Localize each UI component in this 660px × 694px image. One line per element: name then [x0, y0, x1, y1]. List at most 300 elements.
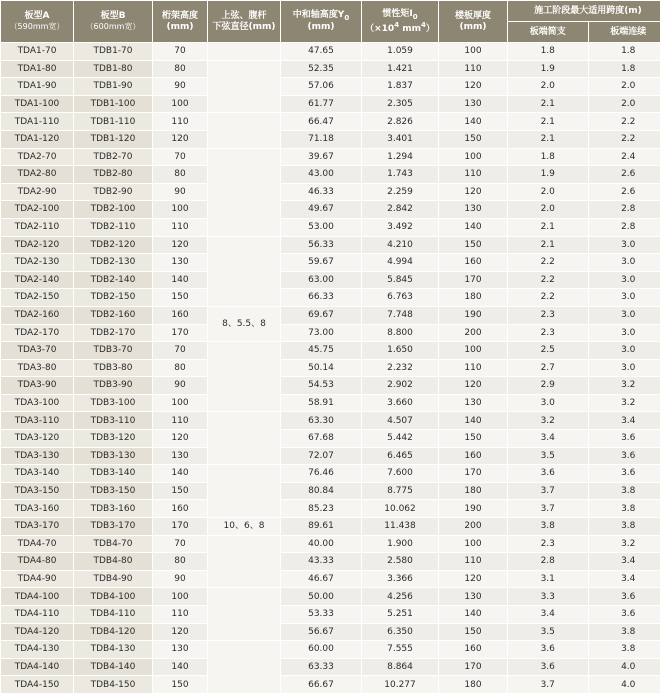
cell-slab-thickness: 170 — [439, 465, 508, 483]
table-row — [1, 183, 660, 201]
cell-slab-thickness: 140 — [439, 606, 508, 624]
cell-span-continuous: 3.8 — [588, 500, 660, 518]
cell-model-a: TDA3-110 — [1, 412, 74, 430]
cell-slab-thickness: 140 — [439, 218, 508, 236]
cell-moment-inertia: 7.748 — [362, 306, 439, 324]
cell-span-continuous: 3.2 — [588, 535, 660, 553]
table-row — [1, 535, 660, 553]
cell-span-continuous: 1.8 — [588, 43, 660, 61]
cell-truss-height: 80 — [153, 166, 208, 184]
cell-span-simple: 3.7 — [508, 500, 589, 518]
cell-span-continuous: 3.0 — [588, 236, 660, 254]
cell-neutral-axis: 54.53 — [281, 377, 362, 395]
cell-moment-inertia: 6.465 — [362, 447, 439, 465]
cell-neutral-axis: 52.35 — [281, 60, 362, 78]
cell-neutral-axis: 72.07 — [281, 447, 362, 465]
cell-slab-thickness: 130 — [439, 95, 508, 113]
cell-slab-thickness: 150 — [439, 130, 508, 148]
cell-model-a: TDA2-100 — [1, 201, 74, 219]
cell-model-a: TDA3-80 — [1, 359, 74, 377]
cell-model-b: TDB2-150 — [74, 289, 153, 307]
cell-span-simple: 2.3 — [508, 535, 589, 553]
cell-neutral-axis: 61.77 — [281, 95, 362, 113]
cell-model-b: TDB3-80 — [74, 359, 153, 377]
cell-model-a: TDA4-110 — [1, 606, 74, 624]
cell-model-a: TDA2-130 — [1, 254, 74, 272]
cell-span-simple: 2.2 — [508, 271, 589, 289]
cell-model-a: TDA3-70 — [1, 342, 74, 360]
th-span-continuous: 板端连续 — [588, 22, 660, 43]
cell-model-a: TDA4-80 — [1, 553, 74, 571]
cell-truss-height: 170 — [153, 324, 208, 342]
cell-neutral-axis: 56.67 — [281, 623, 362, 641]
cell-span-continuous: 3.8 — [588, 518, 660, 536]
cell-model-b: TDB1-80 — [74, 60, 153, 78]
cell-span-continuous: 3.4 — [588, 570, 660, 588]
cell-moment-inertia: 1.837 — [362, 78, 439, 96]
cell-slab-thickness: 150 — [439, 623, 508, 641]
cell-moment-inertia: 1.900 — [362, 535, 439, 553]
cell-model-a: TDA1-100 — [1, 95, 74, 113]
cell-span-simple: 2.1 — [508, 113, 589, 131]
cell-rebar-diameter — [208, 641, 281, 694]
cell-model-b: TDB3-90 — [74, 377, 153, 395]
cell-span-simple: 2.1 — [508, 218, 589, 236]
cell-neutral-axis: 73.00 — [281, 324, 362, 342]
cell-span-continuous: 2.8 — [588, 201, 660, 219]
cell-slab-thickness: 180 — [439, 676, 508, 694]
cell-slab-thickness: 110 — [439, 60, 508, 78]
cell-truss-height: 150 — [153, 482, 208, 500]
cell-moment-inertia: 3.401 — [362, 130, 439, 148]
cell-rebar-diameter — [208, 60, 281, 113]
cell-model-a: TDA2-120 — [1, 236, 74, 254]
cell-truss-height: 140 — [153, 271, 208, 289]
cell-span-continuous: 4.0 — [588, 658, 660, 676]
cell-span-simple: 3.8 — [508, 518, 589, 536]
cell-moment-inertia: 8.864 — [362, 658, 439, 676]
cell-span-simple: 3.4 — [508, 606, 589, 624]
cell-model-b: TDB4-120 — [74, 623, 153, 641]
table-row — [1, 95, 660, 113]
cell-neutral-axis: 63.33 — [281, 658, 362, 676]
cell-moment-inertia: 4.210 — [362, 236, 439, 254]
table-row — [1, 553, 660, 571]
cell-span-continuous: 3.0 — [588, 324, 660, 342]
cell-span-continuous: 2.0 — [588, 95, 660, 113]
cell-truss-height: 130 — [153, 447, 208, 465]
cell-slab-thickness: 140 — [439, 113, 508, 131]
cell-truss-height: 110 — [153, 218, 208, 236]
cell-slab-thickness: 100 — [439, 148, 508, 166]
cell-neutral-axis: 46.33 — [281, 183, 362, 201]
cell-span-continuous: 2.6 — [588, 183, 660, 201]
cell-span-continuous: 4.0 — [588, 676, 660, 694]
cell-model-a: TDA1-80 — [1, 60, 74, 78]
table-row — [1, 201, 660, 219]
cell-neutral-axis: 63.00 — [281, 271, 362, 289]
table-row — [1, 218, 660, 236]
table-row — [1, 465, 660, 483]
cell-span-simple: 2.9 — [508, 377, 589, 395]
cell-model-b: TDB4-110 — [74, 606, 153, 624]
cell-moment-inertia: 4.994 — [362, 254, 439, 272]
cell-span-continuous: 2.0 — [588, 78, 660, 96]
cell-model-a: TDA3-120 — [1, 430, 74, 448]
cell-model-a: TDA3-130 — [1, 447, 74, 465]
cell-model-b: TDB2-120 — [74, 236, 153, 254]
cell-truss-height: 120 — [153, 623, 208, 641]
cell-slab-thickness: 190 — [439, 306, 508, 324]
cell-model-b: TDB2-70 — [74, 148, 153, 166]
table-row — [1, 78, 660, 96]
cell-span-continuous: 3.0 — [588, 359, 660, 377]
cell-model-b: TDB2-90 — [74, 183, 153, 201]
table-row — [1, 606, 660, 624]
th-model-a: 板型A （590mm宽） — [1, 1, 74, 43]
cell-model-a: TDA2-150 — [1, 289, 74, 307]
cell-slab-thickness: 120 — [439, 78, 508, 96]
cell-neutral-axis: 66.47 — [281, 113, 362, 131]
cell-slab-thickness: 180 — [439, 289, 508, 307]
th-model-b: 板型B （600mm宽） — [74, 1, 153, 43]
cell-rebar-diameter — [208, 43, 281, 61]
th-neutral-axis: 中和轴高度$Y_0$ (mm) — [281, 1, 362, 43]
cell-moment-inertia: 1.650 — [362, 342, 439, 360]
cell-slab-thickness: 170 — [439, 658, 508, 676]
cell-moment-inertia: 1.743 — [362, 166, 439, 184]
cell-model-b: TDB2-100 — [74, 201, 153, 219]
cell-span-simple: 1.8 — [508, 148, 589, 166]
cell-moment-inertia: 6.350 — [362, 623, 439, 641]
cell-model-b: TDB4-150 — [74, 676, 153, 694]
cell-rebar-diameter — [208, 588, 281, 641]
cell-model-b: TDB1-110 — [74, 113, 153, 131]
table-row — [1, 166, 660, 184]
cell-slab-thickness: 120 — [439, 570, 508, 588]
cell-model-a: TDA2-160 — [1, 306, 74, 324]
cell-model-a: TDA2-170 — [1, 324, 74, 342]
cell-neutral-axis: 50.00 — [281, 588, 362, 606]
cell-truss-height: 120 — [153, 430, 208, 448]
table-row — [1, 641, 660, 659]
cell-span-continuous: 3.0 — [588, 306, 660, 324]
table-row — [1, 482, 660, 500]
cell-truss-height: 90 — [153, 377, 208, 395]
cell-span-simple: 2.2 — [508, 254, 589, 272]
cell-model-b: TDB1-120 — [74, 130, 153, 148]
cell-model-b: TDB2-160 — [74, 306, 153, 324]
cell-model-b: TDB4-140 — [74, 658, 153, 676]
cell-model-b: TDB1-70 — [74, 43, 153, 61]
cell-moment-inertia: 5.442 — [362, 430, 439, 448]
cell-truss-height: 160 — [153, 500, 208, 518]
cell-slab-thickness: 110 — [439, 359, 508, 377]
cell-slab-thickness: 100 — [439, 43, 508, 61]
cell-moment-inertia: 2.826 — [362, 113, 439, 131]
cell-moment-inertia: 4.507 — [362, 412, 439, 430]
cell-neutral-axis: 60.00 — [281, 641, 362, 659]
cell-neutral-axis: 85.23 — [281, 500, 362, 518]
cell-span-simple: 1.9 — [508, 60, 589, 78]
cell-neutral-axis: 47.65 — [281, 43, 362, 61]
table-row — [1, 148, 660, 166]
cell-span-simple: 3.7 — [508, 676, 589, 694]
cell-model-a: TDA3-150 — [1, 482, 74, 500]
cell-model-b: TDB2-140 — [74, 271, 153, 289]
cell-span-simple: 1.8 — [508, 43, 589, 61]
cell-span-simple: 3.2 — [508, 412, 589, 430]
cell-moment-inertia: 4.256 — [362, 588, 439, 606]
cell-model-a: TDA3-160 — [1, 500, 74, 518]
cell-truss-height: 100 — [153, 95, 208, 113]
cell-neutral-axis: 69.67 — [281, 306, 362, 324]
cell-model-b: TDB3-70 — [74, 342, 153, 360]
cell-truss-height: 80 — [153, 553, 208, 571]
cell-model-b: TDB3-160 — [74, 500, 153, 518]
cell-model-b: TDB3-110 — [74, 412, 153, 430]
cell-slab-thickness: 130 — [439, 394, 508, 412]
cell-moment-inertia: 1.294 — [362, 148, 439, 166]
cell-model-a: TDA4-140 — [1, 658, 74, 676]
table-row — [1, 43, 660, 61]
cell-truss-height: 170 — [153, 518, 208, 536]
cell-model-a: TDA4-100 — [1, 588, 74, 606]
cell-truss-height: 150 — [153, 289, 208, 307]
cell-span-continuous: 3.0 — [588, 254, 660, 272]
cell-moment-inertia: 1.059 — [362, 43, 439, 61]
cell-span-continuous: 2.8 — [588, 218, 660, 236]
cell-rebar-diameter: 10、6、8 — [208, 518, 281, 536]
cell-rebar-diameter — [208, 236, 281, 306]
cell-truss-height: 90 — [153, 78, 208, 96]
cell-truss-height: 150 — [153, 676, 208, 694]
cell-slab-thickness: 170 — [439, 271, 508, 289]
cell-truss-height: 100 — [153, 394, 208, 412]
table-row — [1, 377, 660, 395]
cell-truss-height: 160 — [153, 306, 208, 324]
table-row — [1, 394, 660, 412]
cell-rebar-diameter: 8、5.5、8 — [208, 306, 281, 341]
cell-span-continuous: 3.6 — [588, 606, 660, 624]
table-row — [1, 447, 660, 465]
cell-truss-height: 90 — [153, 183, 208, 201]
cell-neutral-axis: 67.68 — [281, 430, 362, 448]
cell-model-b: TDB2-80 — [74, 166, 153, 184]
cell-span-simple: 3.6 — [508, 641, 589, 659]
table-row — [1, 342, 660, 360]
cell-neutral-axis: 43.33 — [281, 553, 362, 571]
cell-model-b: TDB4-90 — [74, 570, 153, 588]
cell-span-continuous: 2.6 — [588, 166, 660, 184]
th-rebar-diameter: 上弦、腹杆 下弦直径(mm) — [208, 1, 281, 43]
table-row — [1, 676, 660, 694]
cell-truss-height: 100 — [153, 588, 208, 606]
cell-moment-inertia: 5.251 — [362, 606, 439, 624]
cell-model-a: TDA1-90 — [1, 78, 74, 96]
cell-rebar-diameter — [208, 342, 281, 412]
cell-span-simple: 3.4 — [508, 430, 589, 448]
cell-slab-thickness: 140 — [439, 412, 508, 430]
cell-truss-height: 80 — [153, 359, 208, 377]
cell-span-simple: 3.6 — [508, 465, 589, 483]
cell-truss-height: 120 — [153, 236, 208, 254]
cell-span-continuous: 3.6 — [588, 430, 660, 448]
cell-span-simple: 3.6 — [508, 658, 589, 676]
cell-span-simple: 2.3 — [508, 324, 589, 342]
cell-moment-inertia: 8.775 — [362, 482, 439, 500]
cell-truss-height: 110 — [153, 606, 208, 624]
cell-neutral-axis: 46.67 — [281, 570, 362, 588]
cell-neutral-axis: 89.61 — [281, 518, 362, 536]
cell-neutral-axis: 53.33 — [281, 606, 362, 624]
cell-span-continuous: 3.8 — [588, 623, 660, 641]
cell-truss-height: 120 — [153, 130, 208, 148]
cell-model-a: TDA1-70 — [1, 43, 74, 61]
cell-model-b: TDB2-130 — [74, 254, 153, 272]
cell-model-b: TDB1-90 — [74, 78, 153, 96]
table-row — [1, 130, 660, 148]
cell-span-simple: 2.1 — [508, 236, 589, 254]
table-row — [1, 60, 660, 78]
cell-moment-inertia: 8.800 — [362, 324, 439, 342]
table-row — [1, 570, 660, 588]
cell-neutral-axis: 50.14 — [281, 359, 362, 377]
cell-model-b: TDB3-170 — [74, 518, 153, 536]
cell-model-a: TDA4-120 — [1, 623, 74, 641]
cell-slab-thickness: 160 — [439, 447, 508, 465]
cell-span-continuous: 3.2 — [588, 394, 660, 412]
cell-truss-height: 80 — [153, 60, 208, 78]
cell-truss-height: 90 — [153, 570, 208, 588]
table-row — [1, 306, 660, 324]
cell-model-a: TDA3-170 — [1, 518, 74, 536]
cell-model-b: TDB4-130 — [74, 641, 153, 659]
cell-span-continuous: 3.8 — [588, 482, 660, 500]
cell-neutral-axis: 57.06 — [281, 78, 362, 96]
cell-span-continuous: 3.4 — [588, 553, 660, 571]
cell-model-a: TDA1-110 — [1, 113, 74, 131]
cell-model-a: TDA2-70 — [1, 148, 74, 166]
cell-slab-thickness: 150 — [439, 430, 508, 448]
cell-span-simple: 3.7 — [508, 482, 589, 500]
cell-model-a: TDA2-140 — [1, 271, 74, 289]
table-row — [1, 254, 660, 272]
th-span-group: 施工阶段最大适用跨度(m) — [508, 1, 660, 22]
cell-neutral-axis: 58.91 — [281, 394, 362, 412]
cell-truss-height: 70 — [153, 43, 208, 61]
table-row — [1, 271, 660, 289]
header-row-1 — [1, 1, 660, 22]
cell-moment-inertia: 3.366 — [362, 570, 439, 588]
cell-span-continuous: 2.2 — [588, 130, 660, 148]
cell-span-continuous: 3.0 — [588, 342, 660, 360]
cell-moment-inertia: 2.305 — [362, 95, 439, 113]
cell-neutral-axis: 66.33 — [281, 289, 362, 307]
cell-neutral-axis: 59.67 — [281, 254, 362, 272]
cell-rebar-diameter — [208, 465, 281, 518]
cell-slab-thickness: 130 — [439, 588, 508, 606]
cell-span-continuous: 3.0 — [588, 271, 660, 289]
table-row — [1, 113, 660, 131]
th-moment-inertia: 惯性矩$I_0$ （$\times 10^4$ $mm^4$） — [362, 1, 439, 43]
cell-slab-thickness: 110 — [439, 166, 508, 184]
cell-model-b: TDB3-150 — [74, 482, 153, 500]
table-row — [1, 359, 660, 377]
cell-slab-thickness: 120 — [439, 377, 508, 395]
cell-model-b: TDB2-170 — [74, 324, 153, 342]
table-row — [1, 588, 660, 606]
cell-neutral-axis: 66.67 — [281, 676, 362, 694]
cell-rebar-diameter — [208, 113, 281, 148]
cell-slab-thickness: 130 — [439, 201, 508, 219]
cell-span-simple: 3.1 — [508, 570, 589, 588]
cell-moment-inertia: 2.902 — [362, 377, 439, 395]
cell-model-b: TDB4-80 — [74, 553, 153, 571]
cell-slab-thickness: 200 — [439, 518, 508, 536]
cell-span-continuous: 3.4 — [588, 412, 660, 430]
cell-span-continuous: 3.6 — [588, 447, 660, 465]
cell-neutral-axis: 71.18 — [281, 130, 362, 148]
cell-moment-inertia: 3.492 — [362, 218, 439, 236]
cell-model-a: TDA4-90 — [1, 570, 74, 588]
table-row — [1, 623, 660, 641]
cell-span-simple: 2.2 — [508, 289, 589, 307]
table-row — [1, 658, 660, 676]
th-slab-thickness: 楼板厚度 (mm) — [439, 1, 508, 43]
cell-span-continuous: 3.8 — [588, 641, 660, 659]
cell-model-a: TDA3-100 — [1, 394, 74, 412]
cell-span-continuous: 3.6 — [588, 465, 660, 483]
cell-model-b: TDB2-110 — [74, 218, 153, 236]
cell-span-simple: 3.5 — [508, 447, 589, 465]
table-head — [1, 1, 660, 43]
cell-rebar-diameter — [208, 412, 281, 465]
cell-model-a: TDA4-130 — [1, 641, 74, 659]
cell-neutral-axis: 40.00 — [281, 535, 362, 553]
cell-model-a: TDA3-90 — [1, 377, 74, 395]
cell-slab-thickness: 150 — [439, 236, 508, 254]
cell-moment-inertia: 10.277 — [362, 676, 439, 694]
cell-span-continuous: 2.4 — [588, 148, 660, 166]
table-row — [1, 289, 660, 307]
cell-rebar-diameter — [208, 148, 281, 236]
cell-span-continuous: 3.0 — [588, 289, 660, 307]
cell-neutral-axis: 49.67 — [281, 201, 362, 219]
cell-truss-height: 130 — [153, 254, 208, 272]
cell-model-b: TDB3-130 — [74, 447, 153, 465]
table-row — [1, 236, 660, 254]
cell-span-simple: 3.0 — [508, 394, 589, 412]
cell-model-a: TDA2-110 — [1, 218, 74, 236]
cell-model-b: TDB3-100 — [74, 394, 153, 412]
cell-moment-inertia: 7.600 — [362, 465, 439, 483]
cell-moment-inertia: 2.259 — [362, 183, 439, 201]
cell-slab-thickness: 180 — [439, 482, 508, 500]
cell-moment-inertia: 5.845 — [362, 271, 439, 289]
cell-slab-thickness: 120 — [439, 183, 508, 201]
cell-slab-thickness: 100 — [439, 342, 508, 360]
cell-truss-height: 100 — [153, 201, 208, 219]
cell-span-simple: 2.3 — [508, 306, 589, 324]
cell-span-simple: 2.1 — [508, 130, 589, 148]
cell-neutral-axis: 39.67 — [281, 148, 362, 166]
cell-span-simple: 2.0 — [508, 201, 589, 219]
cell-truss-height: 110 — [153, 113, 208, 131]
cell-moment-inertia: 1.421 — [362, 60, 439, 78]
cell-model-a: TDA4-150 — [1, 676, 74, 694]
cell-model-a: TDA1-120 — [1, 130, 74, 148]
